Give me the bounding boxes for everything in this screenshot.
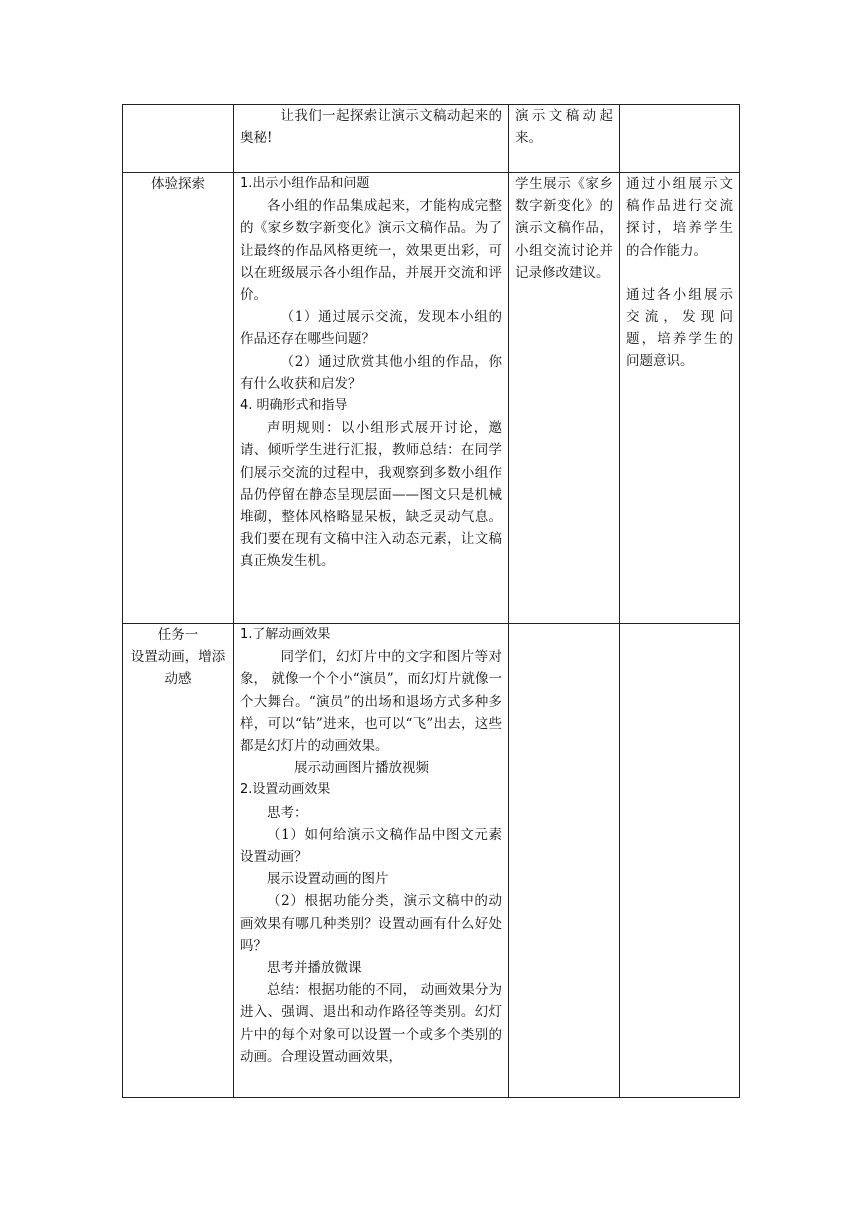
intent-cell-task1 (620, 624, 740, 1098)
intent-text: 通过小组展示文稿作品进行交流探讨，培养学生的合作能力。 (626, 176, 733, 259)
student-cell-task1 (509, 624, 620, 1098)
student-text: 演示文稿动起来。 (515, 108, 613, 147)
lesson-plan-table (122, 104, 740, 1098)
question-item: （2）通过欣赏其他小组的作品，你有什么收获和启发？ (240, 353, 502, 392)
table-row-intro (123, 105, 740, 173)
table-row-task1 (123, 624, 740, 1098)
teacher-paragraph: 各小组的作品集成起来，才能构成完整的《家乡数字新变化》演示文稿作品。为了让最终的作品风格更统一，效果更出彩，可以在班级展示各小组作品，并展开交流和评价。 (240, 198, 502, 304)
step-heading: 1.出示小组作品和问题 (240, 176, 370, 191)
stage-cell-intro (123, 105, 234, 173)
stage-label: 任务一 (157, 627, 199, 643)
teacher-note: 思考： (267, 804, 308, 821)
teacher-text: 让我们一起探索让演示文稿动起来的奥秘! (240, 108, 502, 147)
student-text: 学生展示《家乡数字新变化》的演示文稿作品，小组交流讨论并记录修改建议。 (515, 176, 613, 281)
stage-cell-task1 (123, 624, 234, 1098)
stage-label: 设置动画，增添动感 (130, 649, 226, 688)
step-heading: 4. 明确形式和指导 (240, 398, 348, 414)
table-row-explore (123, 173, 740, 624)
teacher-note: 思考并播放微课 (267, 960, 362, 977)
question-item: （2）根据功能分类，演示文稿中的动画效果有哪几种类别？设置动画有什么好处吗？ (240, 893, 502, 954)
teacher-cell-intro (234, 105, 509, 173)
question-item: （1）通过展示交流，发现本小组的作品还存在哪些问题？ (240, 309, 502, 348)
intent-text: 通过各小组展示交流，发现问题，培养学生的问题意识。 (626, 286, 733, 370)
student-cell-intro (509, 105, 620, 173)
teacher-cell-task1 (234, 624, 509, 1098)
stage-cell-explore (123, 173, 234, 624)
intent-cell-intro (620, 105, 740, 173)
question-item: （1）如何给演示文稿作品中图文元素设置动画？ (240, 826, 502, 866)
stage-label: 体验探索 (151, 176, 205, 192)
teacher-cell-explore (234, 173, 509, 624)
student-cell-explore (509, 173, 620, 624)
teacher-note: 展示动画图片播放视频 (294, 760, 429, 777)
intent-cell-explore (620, 173, 740, 624)
teacher-paragraph: 总结：根据功能的不同， 动画效果分为进入、强调、退出和动作路径等类别。幻灯片中的每个对象可以设置一个或多个类别的动画。合理设置动画效果， (240, 982, 502, 1065)
step-heading: 2.设置动画效果 (240, 782, 331, 798)
teacher-paragraph: 同学们，幻灯片中的文字和图片等对象， 就像一个个小“演员”，而幻灯片就像一个大舞台。“演员”的出场和退场方式多种多样，可以“钻”进来，也可以“飞”出去，这些都是幻灯片的动画效果。 (240, 649, 502, 755)
teacher-paragraph: 声明规则：以小组形式展开讨论，邀请、倾听学生进行汇报，教师总结：在同学们展示交流的过程中，我观察到多数小组作品仍停留在静态呈现层面——图文只是机械堆砌，整体风格略显呆板，缺乏灵动气息。我们要在现有文稿中注入动态元素，让文稿真正焕发生机。 (240, 420, 502, 570)
teacher-note: 展示设置动画的图片 (267, 871, 389, 888)
step-heading: 1.了解动画效果 (240, 627, 331, 642)
